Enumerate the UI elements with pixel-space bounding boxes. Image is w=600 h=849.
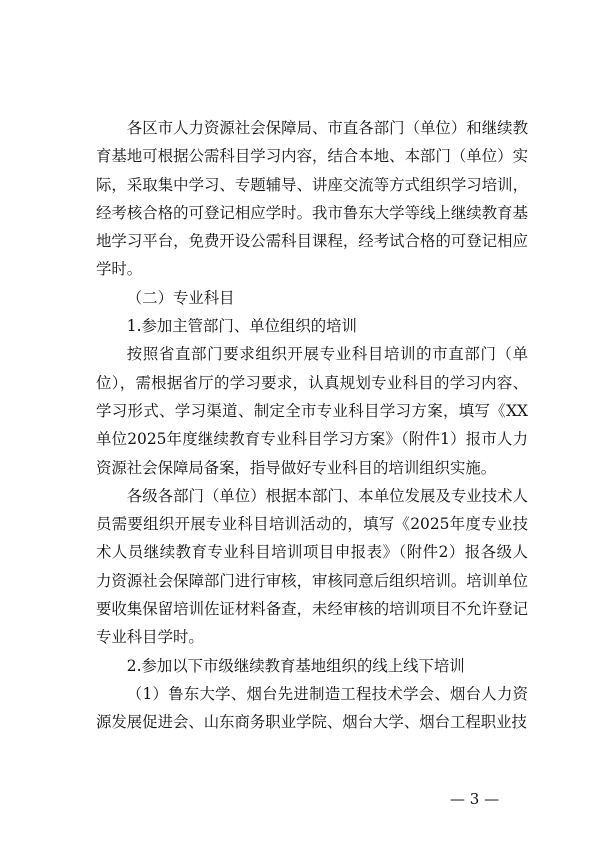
paragraph-municipal-departments: 按照省直部门要求组织开展专业科目培训的市直部门（单位），需根据省厅的学习要求，认真规划专业科目的学习内容、学习形式、学习渠道、制定全市专业科目学习方案，填写《XX单位2025年度继续教育专业科目学习方案》（附件1）报市人力资源社会保障局备案，指导做好专业科目的培训组织实施。 — [96, 345, 528, 477]
section-heading-professional-subjects: （二）专业科目 — [126, 288, 235, 307]
paragraph-unit-training-application: 各级各部门（单位）根据本部门、本单位发展及专业技术人员需要组织开展专业科目培训活动的，填写《2025年度专业技术人员继续教育专业科目培训项目申报表》（附件2）报各级人力资源社会保障部门进行审核，审核同意后组织培训。培训单位要收集保留培训佐证材料备查，未经审核的培训项目不允许登记专业科目学时。 — [96, 486, 528, 647]
subheading-base-training: 2.参加以下市级继续教育基地组织的线上线下培训 — [126, 656, 465, 675]
paragraph-base-list: （1）鲁东大学、烟台先进制造工程技术学会、烟台人力资源发展促进会、山东商务职业学院、烟台大学、烟台工程职业技 — [96, 684, 528, 732]
page-number: — 3 — — [450, 790, 500, 808]
subheading-department-training: 1.参加主管部门、单位组织的培训 — [126, 317, 357, 336]
paragraph-public-subjects: 各区市人力资源社会保障局、市直各部门（单位）和继续教育基地可根据公需科目学习内容，结合本地、本部门（单位）实际，采取集中学习、专题辅导、讲座交流等方式组织学习培训，经考核合格的可登记相应学时。我市鲁东大学等线上继续教育基地学习平台，免费开设公需科目课程，经考试合格的可登记相应学时。 — [96, 119, 528, 279]
document-body — [96, 114, 528, 737]
